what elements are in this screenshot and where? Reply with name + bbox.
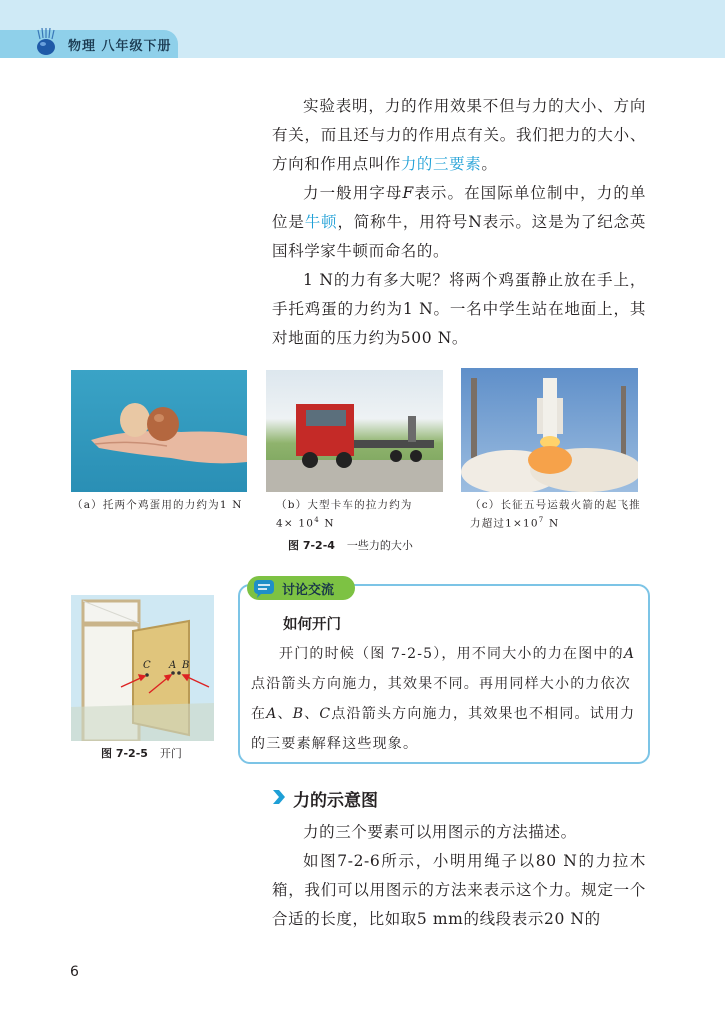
discussion-text: 开门的时候（图 7-2-5），用不同大小的力在图中的A点沿箭头方向施力，其效果不同。再用同样大小的力依次在A、B、C点沿箭头方向施力，其效果也不相同。试用力的三要素解释这些现象。 — [251, 646, 636, 752]
paragraph-2: 力一般用字母F表示。在国际单位制中，力的单位是牛顿，简称牛，用符号N表示。这是为了纪念英国科学家牛顿而命名的。 — [272, 184, 647, 260]
caption-b: （b）大型卡车的拉力约为 $4\times 10^4$ N — [276, 499, 413, 530]
photo-truck — [266, 370, 443, 492]
section-paragraph-1: 力的三个要素可以用图示的方法描述。 — [303, 823, 577, 841]
discussion-tag-label: 讨论交流 — [282, 583, 335, 598]
paragraph-1: 实验表明，力的作用效果不但与力的大小、方向有关，而且还与力的作用点有关。我们把力的大小、方向和作用点叫作力的三要素。 — [272, 97, 646, 173]
discussion-title: 如何开门 — [283, 617, 341, 633]
figure-7-2-5-title: 图 7-2-5 开门 — [101, 747, 182, 760]
book-title: 物理 八年级下册 — [68, 39, 172, 54]
photo-rocket-launch — [461, 368, 638, 492]
page-number: 6 — [70, 964, 79, 980]
chevron-right-icon — [272, 789, 286, 805]
speech-bubble-icon — [253, 579, 275, 599]
door-point-b: B — [182, 660, 190, 671]
apple-logo-icon — [32, 28, 62, 56]
door-point-a: A — [169, 660, 177, 671]
paragraph-3: 1 N的力有多大呢？将两个鸡蛋静止放在手上，手托鸡蛋的力约为1 N。一名中学生站在地面上，其对地面的压力约为500 N。 — [272, 271, 646, 347]
caption-c: （c）长征五号运载火箭的起飞推力超过$1\times 10^7$ N — [470, 499, 641, 530]
caption-a: （a）托两个鸡蛋用的力约为1 N — [72, 499, 243, 511]
key-term-newton: 牛顿 — [304, 213, 338, 231]
door-point-c: C — [143, 660, 151, 671]
photo-hand-eggs — [71, 370, 247, 492]
figure-door — [71, 595, 214, 741]
key-term-three-elements: 力的三要素 — [400, 155, 482, 173]
section-paragraph-2: 如图7-2-6所示，小明用绳子以80 N的力拉木箱，我们可以用图示的方法来表示这个力。规定一个合适的长度，比如取5 mm的线段表示20 N的 — [272, 852, 646, 928]
figure-7-2-4-title: 图 7-2-4 一些力的大小 — [288, 539, 413, 552]
section-heading: 力的示意图 — [293, 791, 378, 811]
